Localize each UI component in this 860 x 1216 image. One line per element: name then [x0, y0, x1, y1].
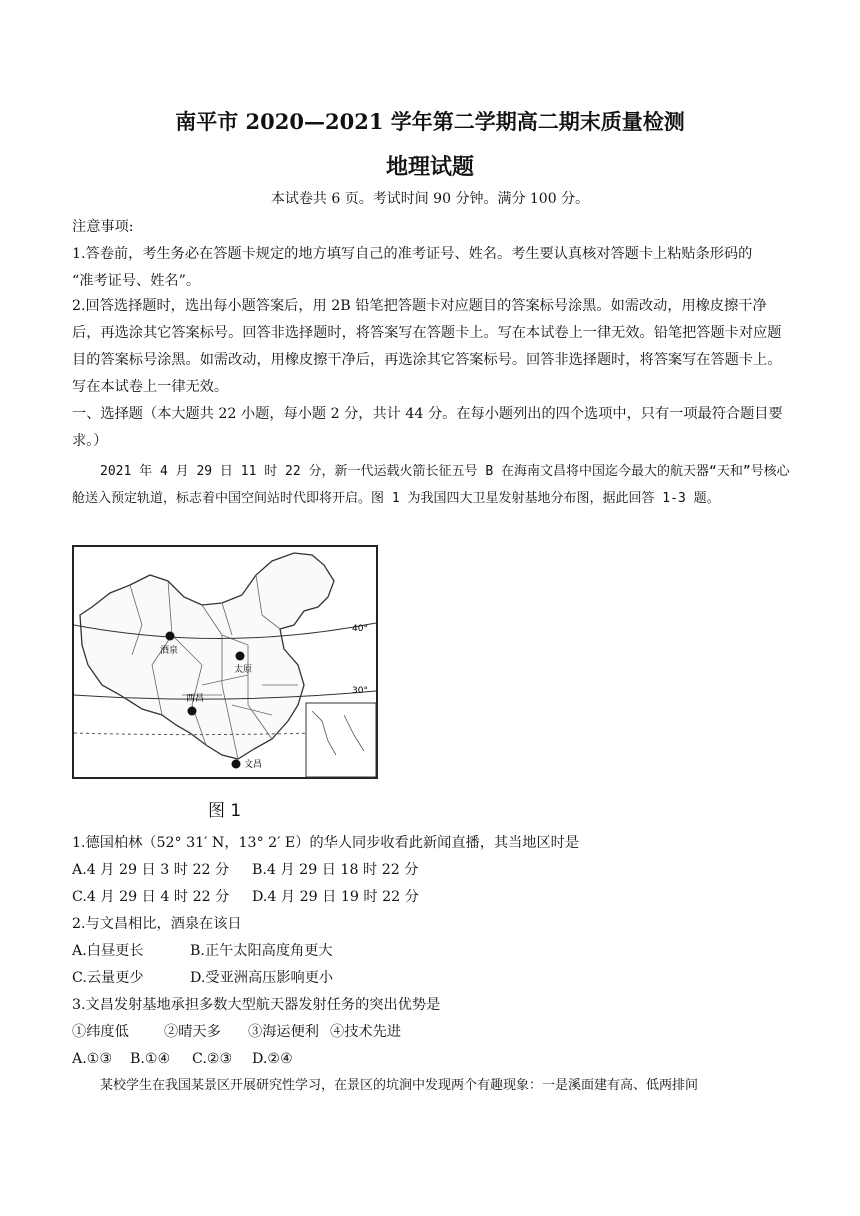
- notice-item-2-text: 2.回答选择题时，选出每小题答案后，用 2B 铅笔把答题卡对应题目的答案标号涂黑。如需改动，用橡皮擦干净后，再选涂其它答案标号。回答非选择题时，将答案写在答题卡上。写在本试卷上一律无效。铅笔把答题卡对应题目的答案标号涂黑。如需改动，用橡皮擦干净后，再选涂其它答案标号。回答非选择题时，将答案写在答题卡上。写在本试卷上一律无效。: [72, 298, 782, 395]
- q1-stem: 1.德国柏林（52° 31′ N，13° 2′ E）的华人同步收看此新闻直播，其当地区时是: [72, 835, 580, 851]
- subject-title: 地理试题: [385, 154, 474, 180]
- q3-item-2: ②晴天多: [164, 1024, 221, 1040]
- q1-option-c: C.4 月 29 日 4 时 22 分: [72, 889, 230, 905]
- passage: [72, 458, 792, 512]
- q3-option-b: B.①④: [130, 1051, 171, 1067]
- q3-item-1: ①纬度低: [72, 1024, 129, 1040]
- lat-30-label: 30°: [352, 686, 368, 696]
- notice-item-1: 1.答卷前，考生务必在答题卡规定的地方填写自己的准考证号、姓名。考生要认真核对答题卡上粘贴条形码的: [72, 246, 753, 262]
- q3-option-a: A.①③: [72, 1051, 113, 1067]
- site-wenchang-marker: [232, 760, 241, 769]
- section-heading: [72, 401, 792, 455]
- q1-option-b: B.4 月 29 日 18 时 22 分: [252, 862, 419, 878]
- q3-option-c: C.②③: [192, 1051, 233, 1067]
- q1-option-a: A.4 月 29 日 3 时 22 分: [72, 862, 230, 878]
- south-sea-inset: [306, 703, 376, 777]
- exam-info: 本试卷共 6 页。考试时间 90 分钟。满分 100 分。: [270, 191, 590, 207]
- section-heading-text: 一、选择题（本大题共 22 小题，每小题 2 分，共计 44 分。在每小题列出的四个选项中，只有一项最符合题目要求。）: [72, 406, 783, 449]
- exam-title: 南平市 2020—2021 学年第二学期高二期末质量检测: [175, 109, 685, 134]
- q2-option-b: B.正午太阳高度角更大: [190, 943, 333, 959]
- site-taiyuan-label: 太原: [234, 665, 253, 675]
- lat-40-label: 40°: [352, 624, 368, 634]
- site-jiuquan-marker: [166, 632, 175, 641]
- notice-item-2: [72, 293, 792, 401]
- q2-option-c: C.云量更少: [72, 970, 144, 986]
- q3-stem: 3.文昌发射基地承担多数大型航天器发射任务的突出优势是: [72, 997, 441, 1013]
- q2-stem: 2.与文昌相比，酒泉在该日: [72, 916, 242, 932]
- next-passage: 某校学生在我国某景区开展研究性学习，在景区的坑涧中发现两个有趣现象：一是溪面建有高、低两排间: [100, 1078, 699, 1093]
- q1-option-d: D.4 月 29 日 19 时 22 分: [252, 889, 419, 905]
- site-xichang-label: 西昌: [186, 694, 205, 704]
- notice-item-1-cont: “准考证号、姓名”。: [72, 273, 201, 289]
- q3-item-3: ③海运便利: [248, 1024, 319, 1040]
- site-wenchang-label: 文昌: [244, 760, 263, 770]
- site-xichang-marker: [188, 707, 197, 716]
- q2-option-d: D.受亚洲高压影响更小: [190, 970, 334, 986]
- passage-text: 2021 年 4 月 29 日 11 时 22 分，新一代运载火箭长征五号 B 在海南文昌将中国迄今最大的航天器“天和”号核心舱送入预定轨道，标志着中国空间站时代即将开启。图 1 为我国四大卫星发射基地分布图，据此回答 1-3 题。: [72, 464, 790, 506]
- launch-site-map: [72, 545, 378, 779]
- q3-option-d: D.②④: [252, 1051, 293, 1067]
- q3-item-4: ④技术先进: [330, 1024, 401, 1040]
- notice-heading: 注意事项:: [72, 219, 134, 235]
- site-jiuquan-label: 酒泉: [160, 646, 179, 656]
- site-taiyuan-marker: [236, 652, 245, 661]
- q2-option-a: A.白昼更长: [72, 943, 144, 959]
- figure-caption: 图 1: [208, 801, 242, 821]
